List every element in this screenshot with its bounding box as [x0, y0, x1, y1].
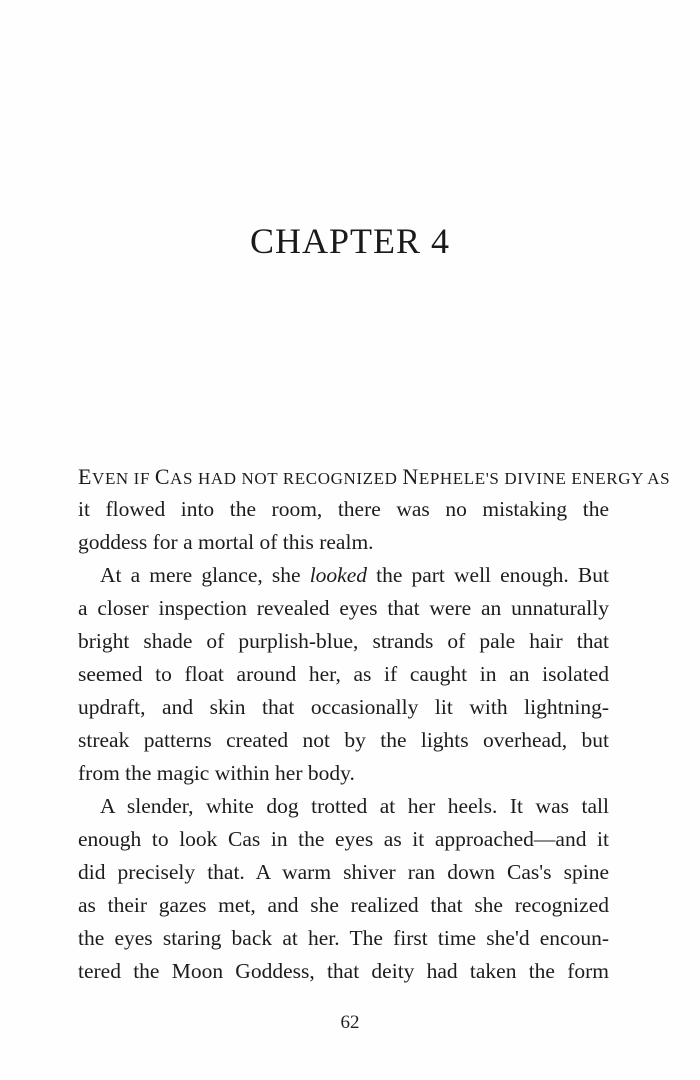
text-line: bright shade of purplish-blue, strands of pale hair that [78, 629, 609, 653]
emphasis-text: looked [309, 563, 367, 587]
text-line: as their gazes met, and she realized that she recognized [78, 893, 609, 917]
text-line: At a mere glance, she looked the part well enough. But [100, 563, 609, 587]
text-line: did precisely that. A warm shiver ran down Cas's spine [78, 860, 609, 884]
text-line: streak patterns created not by the lights overhead, but [78, 728, 609, 752]
text-line: updraft, and skin that occasionally lit with lightning- [78, 695, 609, 719]
page-number: 62 [340, 1012, 360, 1033]
text-line: a closer inspection revealed eyes that were an unnaturally [78, 596, 609, 620]
text-line: A slender, white dog trotted at her heels. It was tall [100, 794, 609, 818]
chapter-heading: CHAPTER 4 [249, 221, 451, 261]
text-line: enough to look Cas in the eyes as it approached—and it [78, 827, 609, 851]
body-text [78, 460, 671, 988]
text-line: from the magic within her body. [78, 761, 355, 785]
text-line: the eyes staring back at her. The first time she'd encoun- [78, 926, 609, 950]
text-line: it flowed into the room, there was no mistaking the [78, 497, 609, 521]
text-line: EVEN IF CAS HAD NOT RECOGNIZED NEPHELE'S DIVINE ENERGY AS [78, 464, 671, 489]
text-line: seemed to float around her, as if caught in an isolated [78, 662, 609, 686]
text-line: tered the Moon Goddess, that deity had taken the form [78, 959, 609, 983]
text-line: goddess for a mortal of this realm. [78, 530, 374, 554]
